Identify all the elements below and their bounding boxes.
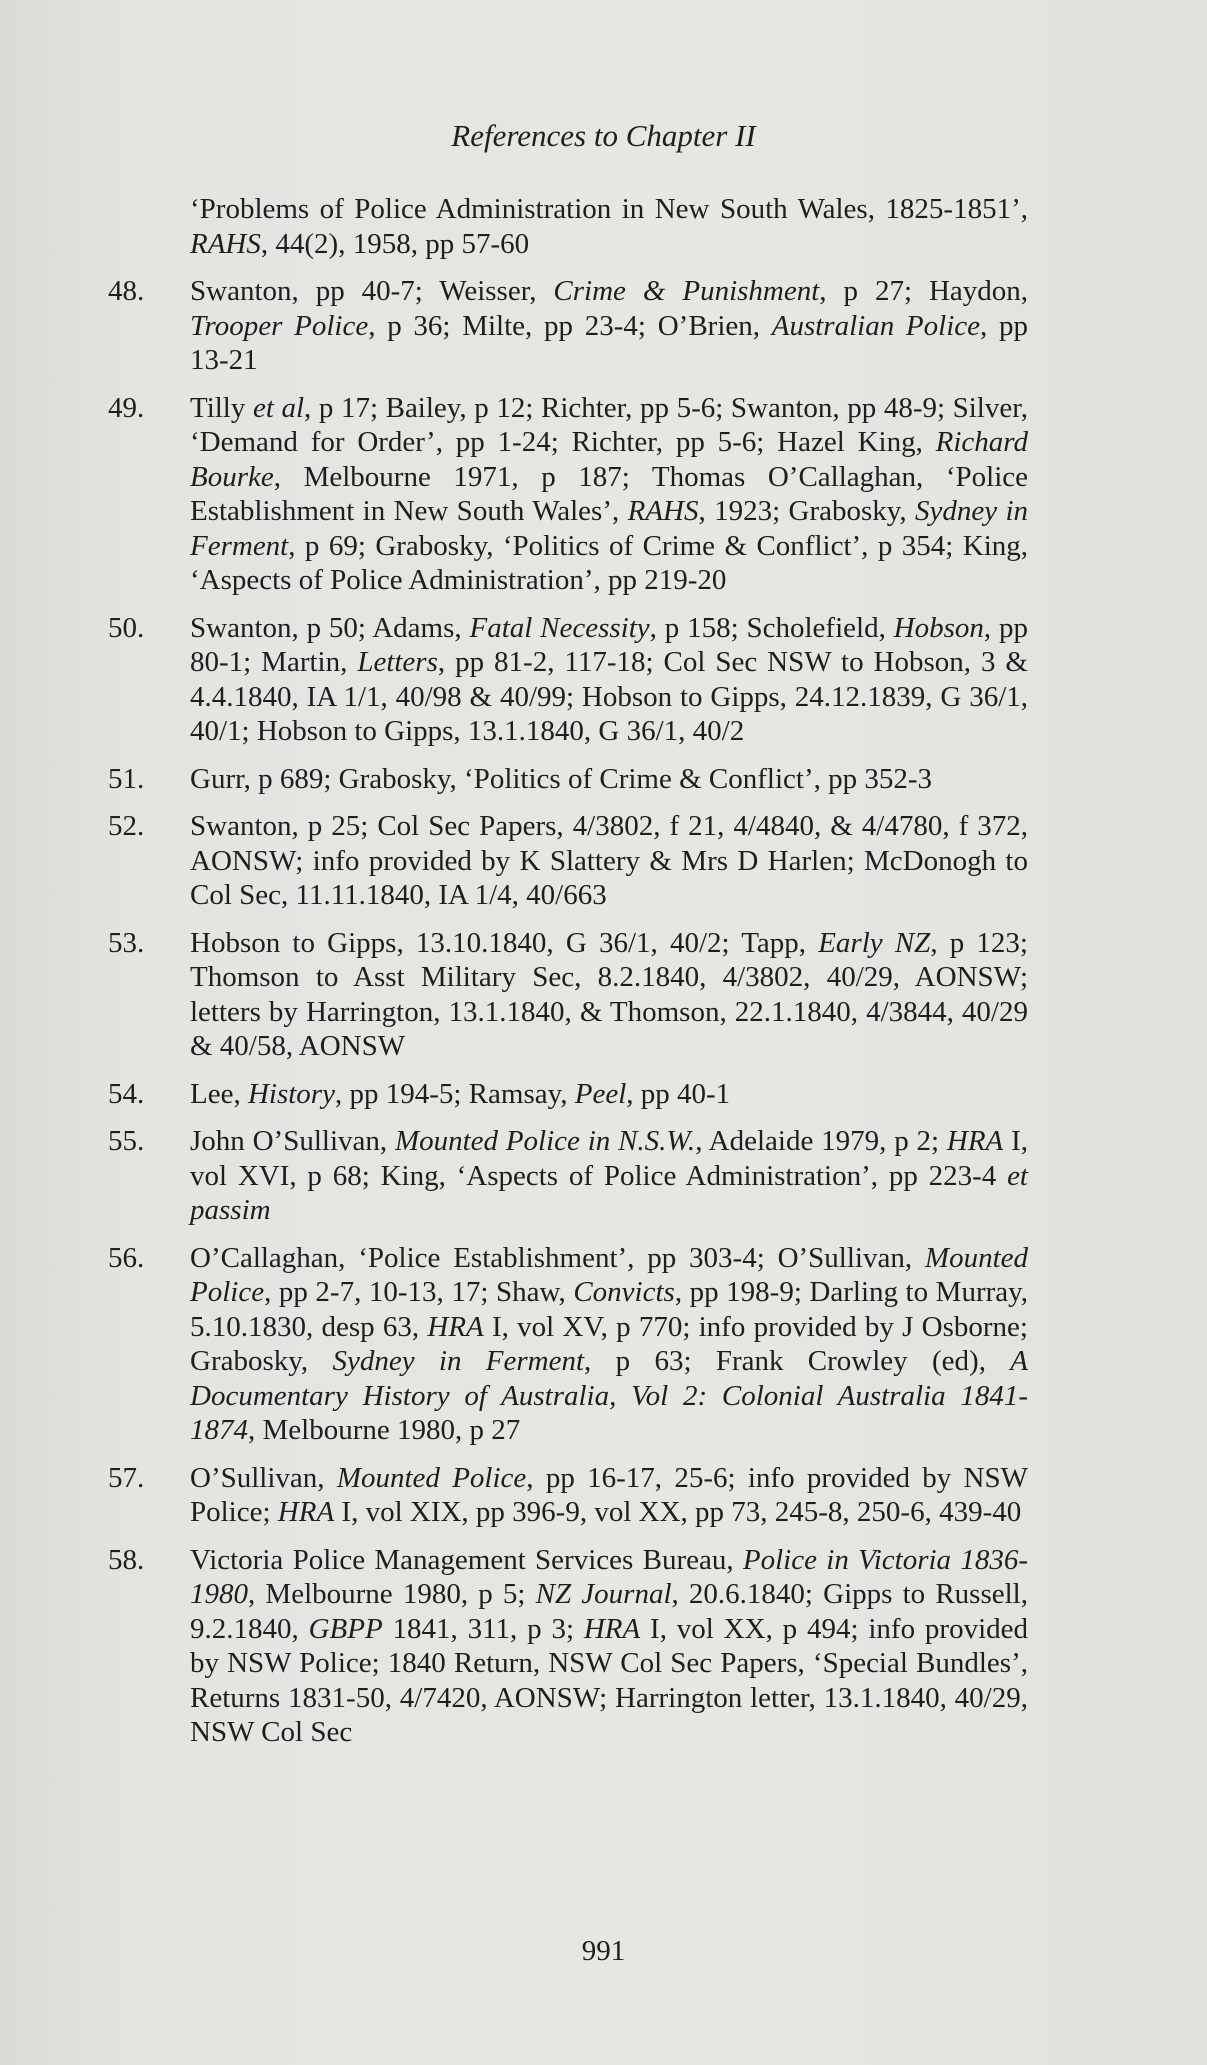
note-number: 49. (108, 391, 145, 424)
reference-text: ‘Problems of Police Administration in New South Wales, 1825-1851’, RAHS, 44(2), 1958, pp 57-60 (190, 193, 1028, 260)
reference-note (108, 809, 1028, 913)
reference-text: Swanton, pp 40-7; Weisser, Crime & Punishment, p 27; Haydon, Trooper Police, p 36; Milte, pp 23-4; O’Brien, Australian Police, pp 13-21 (190, 275, 1029, 376)
note-number: 56. (108, 1241, 145, 1274)
reference-note (108, 1461, 1028, 1530)
note-number: 51. (108, 762, 145, 795)
page-number: 991 (581, 1935, 626, 1967)
note-number: 48. (108, 275, 145, 307)
reference-note (108, 1124, 1028, 1228)
running-header: References to Chapter II (451, 118, 756, 153)
note-number: 55. (108, 1125, 145, 1157)
reference-note (108, 762, 1028, 797)
references-list (108, 192, 1028, 1763)
note-number: 52. (108, 810, 145, 842)
note-number: 58. (108, 1543, 145, 1576)
reference-text: Gurr, p 689; Grabosky, ‘Politics of Crime & Conflict’, pp 352-3 (190, 762, 933, 795)
reference-text: John O’Sullivan, Mounted Police in N.S.W., Adelaide 1979, p 2; HRA I, vol XVI, p 68; King, ‘Aspects of Police Administration’, pp 223-4 et passim (190, 1125, 1028, 1226)
note-number: 53. (108, 926, 145, 959)
reference-text: Swanton, p 50; Adams, Fatal Necessity, p 158; Scholefield, Hobson, pp 80-1; Martin, Letters, pp 81-2, 117-18; Col Sec NSW to Hobson, 3 & 4.4.1840, IA 1/1, 40/98 & 40/99; Hobson to Gipps, 24.12.1839, G 36/1, 40/1; Hobson to Gipps, 13.1.1840, G 36/1, 40/2 (190, 611, 1028, 747)
reference-note (108, 1543, 1028, 1750)
reference-text: Swanton, p 25; Col Sec Papers, 4/3802, f 21, 4/4840, & 4/4780, f 372, AONSW; info provided by K Slattery & Mrs D Harlen; McDonogh to Col Sec, 11.11.1840, IA 1/4, 40/663 (190, 810, 1028, 911)
reference-note (108, 1077, 1028, 1112)
reference-note (108, 611, 1028, 749)
reference-text: O’Sullivan, Mounted Police, pp 16-17, 25-6; info provided by NSW Police; HRA I, vol XIX, pp 396-9, vol XX, pp 73, 245-8, 250-6, 439-40 (190, 1461, 1028, 1528)
reference-text: Tilly et al, p 17; Bailey, p 12; Richter, pp 5-6; Swanton, pp 48-9; Silver, ‘Demand for Order’, pp 1-24; Richter, pp 5-6; Hazel King, Richard Bourke, Melbourne 1971, p 187; Thomas O’Callaghan, ‘Police Establishment in New South Wales’, RAHS, 1923; Grabosky, Sydney in Ferment, p 69; Grabosky, ‘Politics of Crime & Conflict’, p 354; King, ‘Aspects of Police Administration’, pp 219-20 (190, 391, 1029, 596)
note-number: 54. (108, 1077, 145, 1110)
reference-note (108, 391, 1028, 598)
note-list (108, 274, 1028, 1750)
reference-text: Hobson to Gipps, 13.10.1840, G 36/1, 40/2; Tapp, Early NZ, p 123; Thomson to Asst Military Sec, 8.2.1840, 4/3802, 40/29, AONSW; letters by Harrington, 13.1.1840, & Thomson, 22.1.1840, 4/3844, 40/29 & 40/58, AONSW (190, 926, 1028, 1062)
reference-text: Lee, History, pp 194-5; Ramsay, Peel, pp 40-1 (190, 1077, 731, 1110)
note-number: 50. (108, 611, 145, 644)
reference-note (108, 274, 1028, 378)
note-number: 57. (108, 1461, 145, 1494)
continued-reference (108, 192, 1028, 261)
reference-text: Victoria Police Management Services Bureau, Police in Victoria 1836-1980, Melbourne 1980, p 5; NZ Journal, 20.6.1840; Gipps to Russell, 9.2.1840, GBPP 1841, 311, p 3; HRA I, vol XX, p 494; info provided by NSW Police; 1840 Return, NSW Col Sec Papers, ‘Special Bundles’, Returns 1831-50, 4/7420, AONSW; Harrington letter, 13.1.1840, 40/29, NSW Col Sec (190, 1543, 1029, 1748)
reference-text: O’Callaghan, ‘Police Establishment’, pp 303-4; O’Sullivan, Mounted Police, pp 2-7, 10-13, 17; Shaw, Convicts, pp 198-9; Darling to Murray, 5.10.1830, desp 63, HRA I, vol XV, p 770; info provided by J Osborne; Grabosky, Sydney in Ferment, p 63; Frank Crowley (ed), A Documentary History of Australia, Vol 2: Colonial Australia 1841-1874, Melbourne 1980, p 27 (190, 1241, 1028, 1446)
reference-note (108, 926, 1028, 1064)
reference-note (108, 1241, 1028, 1448)
